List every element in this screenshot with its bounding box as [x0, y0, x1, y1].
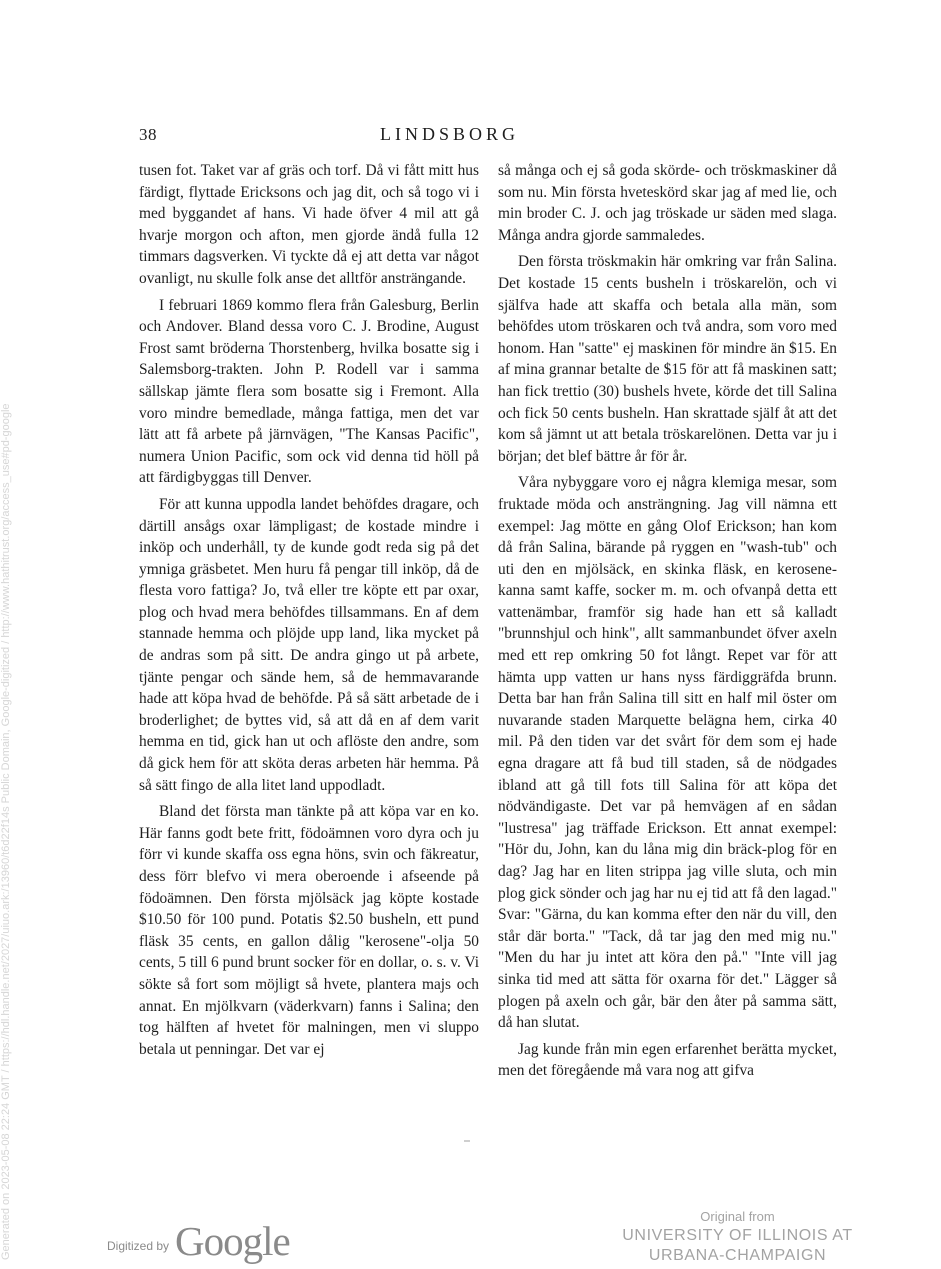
right-paragraph-2: Den första tröskmakin här omkring var från Salina. Det kostade 15 cents busheln i tröskarelön, och vi själfva hade att skaffa och betala alla män, som behöfdes utom tröskaren och två andra, som voro med honom. Han "satte" ej maskinen för mindre än $15. En af mina grannar betalte de $15 för att få maskinen satt; han fick trettio (30) bushels hvete, körde det till Salina och fick 50 cents busheln. Han skrattade själf åt att det kom så jämnt ut att betala tröskarelönen. Detta var ju i början; det blef bättre år för år. — [498, 253, 837, 465]
running-title: LINDSBORG — [380, 124, 520, 144]
digitized-by-block — [107, 1218, 290, 1264]
left-paragraph-3: För att kunna uppodla landet behöfdes dragare, och därtill ansågs oxar lämpligast; de kostade mindre i inköp och underhåll, ty de kunde godt reda sig på det ymniga gräsbetet. Men huru få pengar till inköp, då de flesta voro fattiga? Jo, två eller tre köpte ett par oxar, plog och hvad mera behöfdes tillsammans. En af dem stannade hemma och plöjde upp land, lika mycket på de andras som på sitt. De andra gingo ut på arbete, tjänte pengar och sände hem, så de hemmavarande hade att köpa hvad de behöfde. På så sätt arbetade de i broderlighet; de byttes vid, så att då en af dem varit hemma en tid, gick han ut och aflöste den andre, som då gick hem för att sköta deras arbeten här hemma. På så sätt fingo de alla litet land uppodladt. — [139, 495, 479, 794]
right-paragraph-3: Våra nybyggare voro ej några klemiga mesar, som fruktade möda och ansträngning. Jag vill nämna ett exempel: Jag mötte en gång Olof Erickson; han kom då från Salina, bärande på ryggen en "wash-tub" och uti den en mjölsäck, en skinka fläsk, en kerosene-kanna samt kaffe, socker m. m. och ofvanpå detta ett vattenämbar, framför sig hade han ett så kalladt "brunnshjul och hink", allt sammanbundet öfver axeln med ett rep omkring 50 fot långt. Repet var för att hämta upp vatten ur hans nyss färdiggräfda brunn. Detta bar han från Salina till sitt en half mil öster om nuvarande staden Marquette belägna hem, cirka 40 mil. På den tiden var det svårt för dem som ej hade egna dragare att få bud till staden, så de nödgades ibland att gå till fots till Salina för att köpa det nödvändigaste. Det var på hemvägen af en sådan "lustresa" jag träffade Erickson. Ett annat exempel: "Hör du, John, kan du låna mig din bräck-plog för en dag? Jag har en liten strippa jag ville sluta, och min plog gick sönder och jag har nu ej tid att få den lagad." Svar: "Gärna, du kan komma efter den när du vill, den står där borta." "Tack, då tar jag den med mig nu." "Men du har ju intet att köra den på." "Inte vill jag sinka tid med att sätta för oxarna för det." Lägger så plogen på axeln och går, bär den åter på samma sätt, då han slutat. — [498, 474, 837, 1032]
original-from-label: Original from — [700, 1209, 775, 1224]
left-paragraph-4: Bland det första man tänkte på att köpa var en ko. Här fanns godt bete fritt, födoämnen voro dyra och ju förr vi kunde skaffa oss egna höns, svin och fäkreatur, dess förr blefvo vi mera oberoende i afseende på födoämnen. Den första mjölsäck jag köpte kostade $10.50 för 100 pund. Potatis $2.50 busheln, ett pund fläsk 35 cents, en gallon dålig "kerosene"-olja 50 cents, 5 till 6 pund brunt socker för en dollar, o. s. v. Vi sökte så fort som möjligt så hvete, plantera majs och annat. En mjölkvarn (väderkvarn) fanns i Salina; den tog hälften af hvetet för malningen, men vi sluppo betala ut penningar. Det var ej — [139, 803, 479, 1058]
google-logo-icon: Google — [175, 1218, 290, 1264]
margin-stamp: Generated on 2023-05-08 22:24 GMT / https://hdl.handle.net/2027/uiuo.ark:/13960/t6d22f14s Public Domain, Google-digitized / http://www.hathitrust.org/access_use#pd-google — [0, 403, 12, 1260]
left-paragraph-2: I februari 1869 kommo flera från Galesburg, Berlin och Andover. Bland dessa voro C. J. Brodine, August Frost samt bröderna Thorstenberg, hvilka bosatte sig i Salemsborg-trakten. John P. Rodell var i samma sällskap jämte flera som bosatte sig i Fremont. Alla voro mindre bemedlade, många fattiga, men det var lätt att få arbete på järnvägen, "The Kansas Pacific", numera Union Pacific, som ock vid denna tid höll på att färdigbyggas till Denver. — [139, 296, 479, 487]
right-paragraph-4: Jag kunde från min egen erfarenhet berätta mycket, men det föregående må vara nog att gifva — [498, 1040, 837, 1080]
right-column — [498, 160, 837, 1082]
right-paragraph-1: så många och ej så goda skörde- och tröskmaskiner då som nu. Min första hveteskörd skar jag af med lie, och min broder C. J. och jag tröskade ur säden med slaga. Många andra gjorde sammaledes. — [498, 162, 837, 244]
page-number: 38 — [139, 125, 157, 144]
smudge-mark — [464, 1140, 470, 1142]
institution-line-2: URBANA-CHAMPAIGN — [648, 1247, 827, 1264]
institution-line-1: UNIVERSITY OF ILLINOIS AT — [622, 1227, 853, 1244]
left-column — [139, 160, 479, 1060]
left-paragraph-1: tusen fot. Taket var af gräs och torf. Då vi fått mitt hus färdigt, flyttade Ericksons och jag dit, och så togo vi i med byggandet af hans. Vi hade öfver 4 mil att gå hvarje morgon och afton, men gjorde ändå fulla 12 timmars dagsverken. Vi tyckte då ej att detta var något ovanligt, nu skulle folk anse det alltför ansträngande. — [139, 162, 479, 287]
original-from-block — [610, 1208, 865, 1266]
digitized-by-label: Digitized by — [107, 1239, 170, 1253]
